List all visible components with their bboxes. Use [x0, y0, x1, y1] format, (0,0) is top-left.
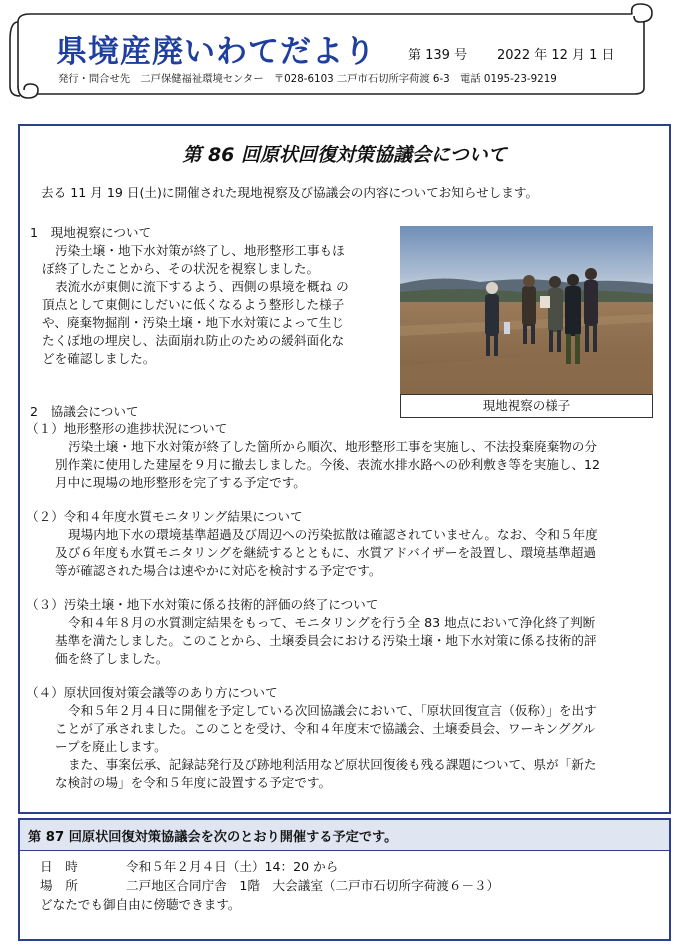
- attendance-note: どなたでも御自由に傍聴できます。: [40, 897, 241, 912]
- issue-date: 2022 年 12 月 1 日: [497, 48, 615, 63]
- site-inspection-photo: [400, 226, 653, 394]
- section-text-line: 汚染土壌・地下水対策が終了し、地形整形工事もほ: [55, 243, 345, 258]
- subsection-text-line: ことが了承されました。このことを受け、令和４年度末で協議会、土壌委員会、ワーキンググル: [55, 721, 596, 736]
- photo-caption: 現地視察の様子: [400, 394, 653, 418]
- subsection-text-line: 月中に現場の地形整形を完了する予定です。: [55, 475, 306, 490]
- section-text-line: 頂点として東側にしだいに低くなるよう整形した様子: [42, 297, 345, 312]
- subsection-text-line: 現場内地下水の環境基準超過及び周辺への汚染拡散は確認されていません。なお、令和５年度: [68, 527, 598, 542]
- place-value: 二戸地区合同庁舎 1階 大会議室（二戸市石切所字荷渡６－３）: [126, 878, 500, 893]
- date-value: 令和５年２月４日（土）14：20 から: [126, 859, 339, 874]
- place-label: 場 所: [40, 878, 78, 893]
- subsection-text-line: 等が確認された場合は速やかに対応を検討する予定です。: [55, 563, 382, 578]
- section-text-line: どを確認しました。: [42, 351, 156, 366]
- section-text-line: や、廃棄物掘削・汚染土壌・地下水対策によって生じ: [42, 315, 344, 330]
- section-text-line: 表流水が東側に流下するよう、西側の県境を概ね の: [55, 279, 349, 294]
- subsection-text-line: な検討の場」を令和５年度に設置する予定です。: [55, 775, 332, 790]
- section-heading: 2 協議会について: [30, 404, 139, 419]
- subsection-text-line: また、事案伝承、記録誌発行及び跡地利活用など原状回復後も残る課題について、県が「新た: [68, 757, 597, 772]
- subsection-text-line: 基準を満たしました。このことから、土壌委員会における汚染土壌・地下水対策に係る技術的評: [55, 633, 597, 648]
- publisher-info: 発行・問合せ先 二戸保健福祉環境センター 〒028-6103 二戸市石切所字荷渡 6-3 電話 0195-23-9219: [58, 73, 557, 85]
- date-label: 日 時: [40, 859, 78, 874]
- next-meeting-box: [18, 818, 671, 941]
- article-intro: 去る 11 月 19 日(土)に開催された現地視察及び協議会の内容についてお知らせします。: [41, 185, 539, 200]
- subsection-text-line: ープを廃止します。: [55, 739, 167, 754]
- section-text-line: たくぼ地の埋戻し、法面崩れ防止のための緩斜面化な: [42, 333, 345, 348]
- subsection-title: （４）原状回復対策会議等のあり方について: [26, 685, 278, 700]
- next-meeting-title: 第 87 回原状回復対策協議会を次のとおり開催する予定です。: [28, 830, 398, 845]
- subsection-text-line: 価を終了しました。: [55, 651, 169, 666]
- next-meeting-header: [20, 820, 669, 851]
- subsection-title: （２）令和４年度水質モニタリング結果について: [26, 509, 303, 524]
- section-text-line: ぼ終了したことから、その状況を視察しました。: [42, 261, 320, 276]
- article-box: [18, 124, 671, 814]
- newsletter-title: 県境産廃いわてだより: [56, 34, 376, 70]
- subsection-text-line: 令和５年２月４日に開催を予定している次回協議会において、「原状回復宣言（仮称）」を出す: [68, 703, 597, 718]
- subsection-text-line: 汚染土壌・地下水対策が終了した箇所から順次、地形整形工事を実施し、不法投棄廃棄物の分: [68, 439, 597, 454]
- masthead-banner: [0, 0, 690, 100]
- subsection-title: （１）地形整形の進捗状況について: [26, 421, 228, 436]
- article-title: 第 86 回原状回復対策協議会について: [182, 144, 507, 166]
- subsection-text-line: 令和４年８月の水質測定結果をもって、モニタリングを行う全 83 地点において浄化終了判断: [68, 615, 596, 630]
- subsection-text-line: 別作業に使用した建屋を９月に撤去しました。今後、表流水排水路への砂利敷き等を実施し、12: [55, 457, 600, 472]
- issue-number: 第 139 号: [408, 48, 468, 63]
- subsection-title: （３）汚染土壌・地下水対策に係る技術的評価の終了について: [26, 597, 379, 612]
- section-heading: 1 現地視察について: [30, 225, 152, 240]
- subsection-text-line: 及び６年度も水質モニタリングを継続するとともに、水質アドバイザーを設置し、環境基準超過: [55, 545, 597, 560]
